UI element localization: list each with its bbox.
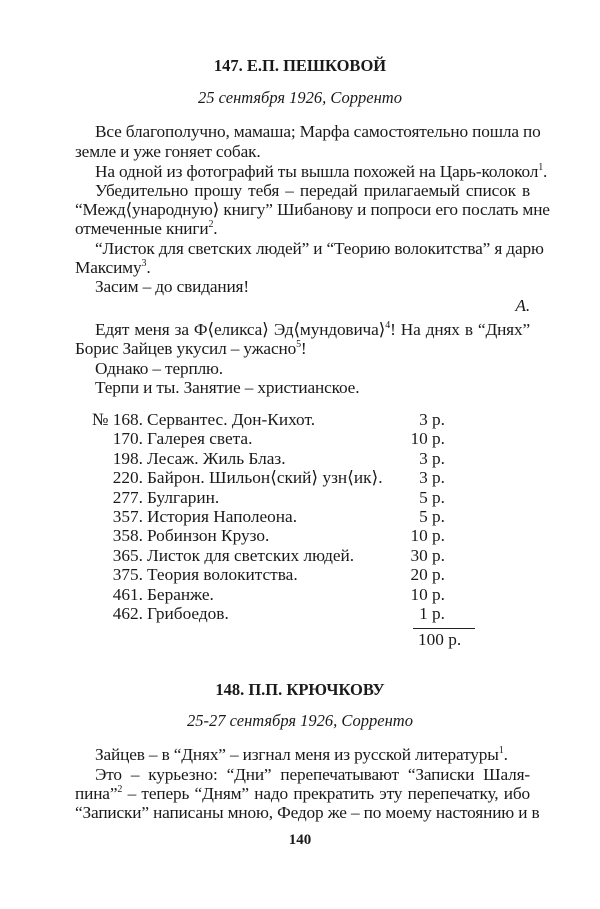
book-price: 3 р. [419,410,445,429]
text-run: отмеченные книги [75,219,209,238]
book-title: Булгарин. [147,487,220,507]
text-run: Зайцев – в “Днях” – изгнал меня из русской литературы [95,745,499,764]
footnote-ref[interactable]: 1 [538,162,544,173]
text-line [75,803,540,823]
book-price: 10 р. [410,526,445,546]
book-number: 198. [112,448,143,468]
book-number: 358. [112,526,143,546]
letter-148-date: 25-27 сентября 1926, Сорренто [187,711,413,730]
footnote-ref[interactable]: 2 [117,784,123,795]
text-run: На одной из фотографий ты вышла похожей на Царь-колокол [95,162,539,181]
book-number: 462. [112,604,143,623]
text-run: . [213,219,218,238]
book-price: 5 р. [419,487,445,507]
book-title: Лесаж. Жиль Блаз. [147,448,286,468]
text-run: Это – курьезно: “Дни” перепечатывают “Записки Шаля- [95,765,530,784]
text-run: ! [300,339,307,358]
text-run: “Записки” написаны мною, Федор же – по моему настоянию и в [75,803,540,822]
book-list-item [75,565,475,585]
book-price: 3 р. [419,468,445,488]
book-list-item [75,546,475,566]
book-list-item [75,488,475,508]
book-title: Листок для светских людей. [147,545,355,565]
book-number: 375. [112,565,143,585]
page-number: 140 [288,832,312,848]
text-line [75,258,530,278]
text-line [75,142,530,162]
footnote-ref[interactable]: 1 [498,745,504,756]
letter-147-date: 25 сентября 1926, Сорренто [198,88,402,107]
text-run: Убедительно прошу тебя – передай прилагаемый список в [95,181,530,200]
text-run: Засим – до свидания! [95,277,249,296]
book-price: 30 р. [410,545,445,565]
footnote-ref[interactable]: 2 [208,219,214,230]
book-list-item [75,410,475,430]
book-price: 20 р. [410,565,445,585]
text-line [75,339,530,359]
text-line [75,765,530,785]
book-list-item [75,585,475,605]
footnote-ref[interactable]: 4 [385,320,391,331]
book-price: 10 р. [410,584,445,604]
book-title: История Наполеона. [147,507,298,526]
text-line [75,162,548,182]
book-title: Байрон. Шильон⟨ский⟩ узн⟨ик⟩. [147,468,383,488]
text-line [75,320,530,340]
book-number: № 168. [91,410,143,429]
book-list-item [75,604,475,624]
book-number: 277. [112,487,143,507]
text-run: Максиму [75,258,142,277]
sum-rule [413,628,475,629]
book-title: Галерея света. [147,429,253,449]
book-title: Беранже. [147,584,214,604]
book-number: 357. [112,507,143,526]
text-line [75,239,544,259]
text-run: А. [515,296,530,315]
book-list-total: 100 р. [418,630,462,649]
book-list-item [75,429,475,449]
text-run: – теперь “Дням” надо прекратить эту перепечатку, ибо [122,784,530,803]
text-line [75,122,541,142]
text-line [75,359,530,379]
book-price: 1 р. [419,604,445,623]
book-list-item [75,449,475,469]
text-run: . [543,162,548,181]
text-run: Однако – терплю. [95,359,223,378]
book-price: 3 р. [419,448,445,468]
text-run: “Листок для светских людей” и “Теорию волокитства” я дарю [95,239,544,258]
text-run: “Межд⟨ународную⟩ книгу” Шибанову и попроси его послать мне [75,200,550,219]
text-run: земле и уже гоняет собак. [75,142,261,161]
text-run: . [146,258,151,277]
text-line [75,181,530,201]
book-number: 170. [112,429,143,449]
text-line [75,745,530,765]
text-run: пина” [75,784,118,803]
book-number: 461. [112,584,143,604]
book-title: Теория волокитства. [147,565,298,585]
text-run: . [503,745,508,764]
text-run: Едят меня за Ф⟨еликса⟩ Эд⟨мундовича⟩ [95,320,386,339]
book-list-item [75,526,475,546]
footnote-ref[interactable]: 5 [296,339,301,350]
text-run: Все благополучно, мамаша; Марфа самостоятельно пошла по [95,122,541,141]
text-run: Терпи и ты. Занятие – христианское. [95,378,360,397]
letter-147-heading: 147. Е.П. ПЕШКОВОЙ [213,56,387,75]
text-line [75,219,530,239]
text-run: ! На днях в “Днях” [390,320,530,339]
book-price: 10 р. [410,429,445,449]
text-line [75,200,550,220]
text-line [75,296,530,316]
book-title: Грибоедов. [147,604,229,623]
book-title: Робинзон Крузо. [147,526,270,546]
book-title: Сервантес. Дон-Кихот. [147,410,316,429]
book-price: 5 р. [419,507,445,526]
letter-148-heading: 148. П.П. КРЮЧКОВУ [215,680,385,699]
footnote-ref[interactable]: 3 [141,258,147,269]
book-number: 220. [112,468,143,488]
book-number: 365. [112,545,143,565]
text-line [75,378,530,398]
book-list-item [75,507,475,527]
text-run: Борис Зайцев укусил – ужасно [75,339,297,358]
text-line [75,784,530,804]
text-line [75,277,530,297]
book-list-item [75,468,475,488]
